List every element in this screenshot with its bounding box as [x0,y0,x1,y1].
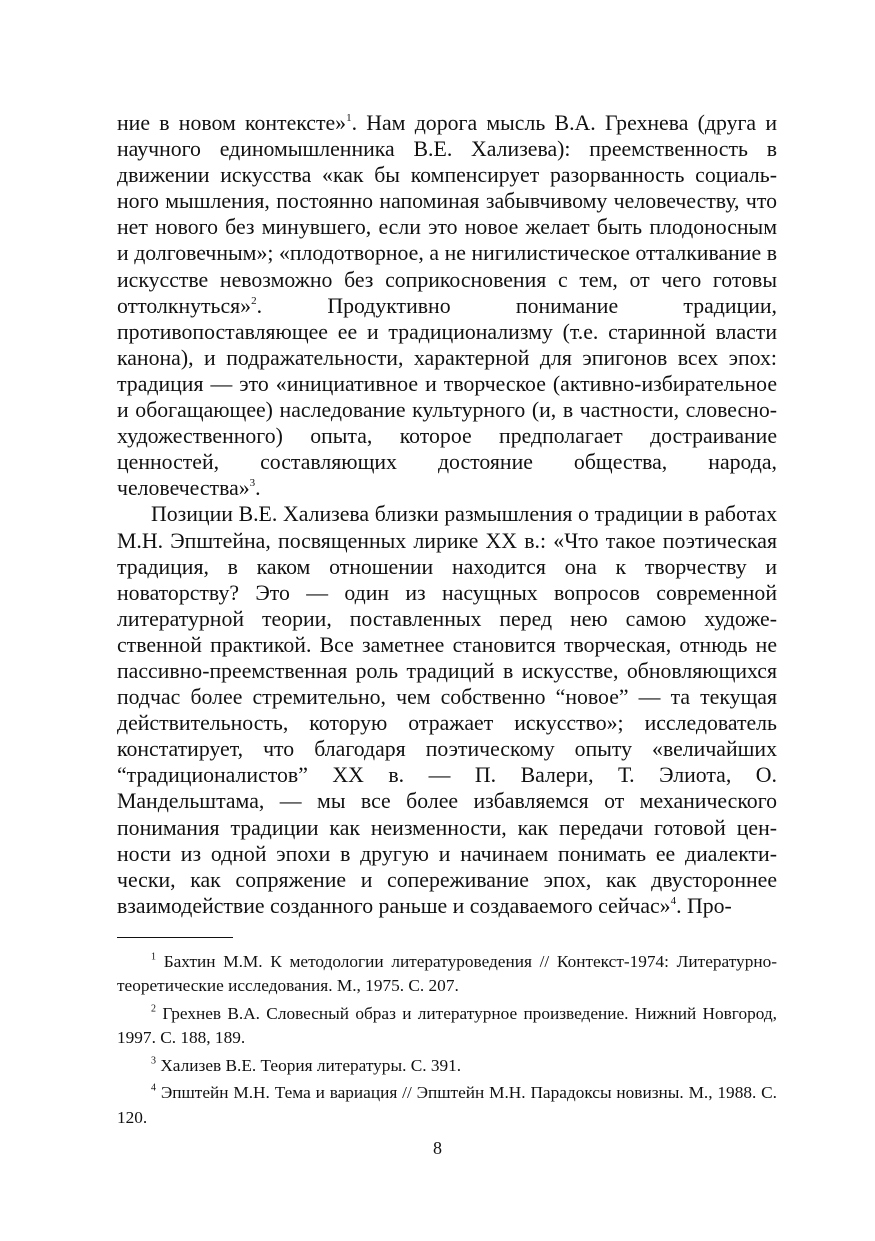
paragraph-1-part-4: . [255,476,261,501]
paragraph-2 [117,501,777,919]
paragraph-1-part-2: . Нам дорога мысль В.А. Грехнева (друга и научного единомышленника В.Е. Хализева): преемственность в движении искусства «как бы компенсирует разорванность социального мышления, постоянно напоминая забывчивому человечеству, что нет нового без минувшего, если это новое желает быть плодоносным и долговечным»; «плодотворное, а не нигилистическое отталкивание в искусстве невозможно без соприкосновения с тем, от чего готовы оттолкнуться» [117,111,777,318]
footnote-number: 2 [151,1003,156,1015]
footnote-text: Эпштейн М.Н. Тема и вариация // Эпштейн М.Н. Парадоксы новизны. М., 1988. С. 120. [117,1083,777,1127]
footnote-1 [117,950,777,999]
footnote-text: Хализев В.Е. Теория литературы. С. 391. [160,1055,462,1075]
paragraph-1-part-3: . Продуктивно понимание традиции, противопоставляющее ее и традиционализму (т.е. старинной власти канона), и подражательности, характерной для эпигонов всех эпох: традиция — это «инициативное и творческое (активно-избирательное и обогащающее) наследование культурного (и, в частности, словесно-художественного) опыта, которое предполагает достраивание ценностей, составляющих достояние общества, народа, человечества» [117,293,777,501]
footnote-2 [117,1002,777,1051]
paragraph-1-part-1: ние в новом контексте» [117,111,347,135]
footnote-text: Бахтин М.М. К методологии литературоведения // Контекст-1974: Литературно-теоретические исследования. М., 1975. С. 207. [117,951,777,996]
footnote-4 [117,1081,777,1130]
page-content [117,110,777,1133]
page-number: 8 [433,1138,442,1158]
paragraph-2-part-1: Позиции В.Е. Хализева близки размышления о традиции в работах М.Н. Эпштейна, посвященных лирике XX в.: «Что такое поэтическая традиция, в каком отношении находится она к творчеству и новаторству? Это — один из насущных вопросов современной литературной теории, поставленных перед нею самою художественной практикой. Все заметнее становится творческая, отнюдь не пассивно-преемственная роль традиций в искусстве, обновляющихся подчас более стремительно, чем собственно “новое” — та текущая действительность, которую отражает искусство»; исследователь констатирует, что благодаря поэтическому опыту «величайших “традиционалистов” XX в. — П. Валери, Т. Элиота, О. Мандельштама, — мы все более избавляемся от механического понимания традиции как неизменности, как передачи готовой ценности из одной эпохи в другую и начинаем понимать ее диалектически, как сопряжение и сопереживание эпох, как двустороннее взаимодействие созданного раньше и создаваемого сейчас» [117,502,777,918]
footnote-number: 3 [151,1055,156,1067]
body-text [117,110,777,919]
footnote-text: Грехнев В.А. Словесный образ и литературное произведение. Нижний Новгород, 1997. С. 188, 189. [117,1003,778,1048]
footnotes [117,950,777,1131]
paragraph-2-part-2: . Про- [676,893,732,918]
footnote-number: 1 [151,951,156,963]
footnote-number: 4 [151,1082,156,1094]
footnote-ref-3: 3 [249,477,256,490]
paragraph-1 [117,110,777,501]
footnote-ref-2: 2 [251,294,257,307]
footnote-separator [117,937,233,938]
footnote-ref-1: 1 [346,112,352,125]
footnote-ref-4: 4 [670,895,677,908]
footnote-3 [117,1054,777,1079]
